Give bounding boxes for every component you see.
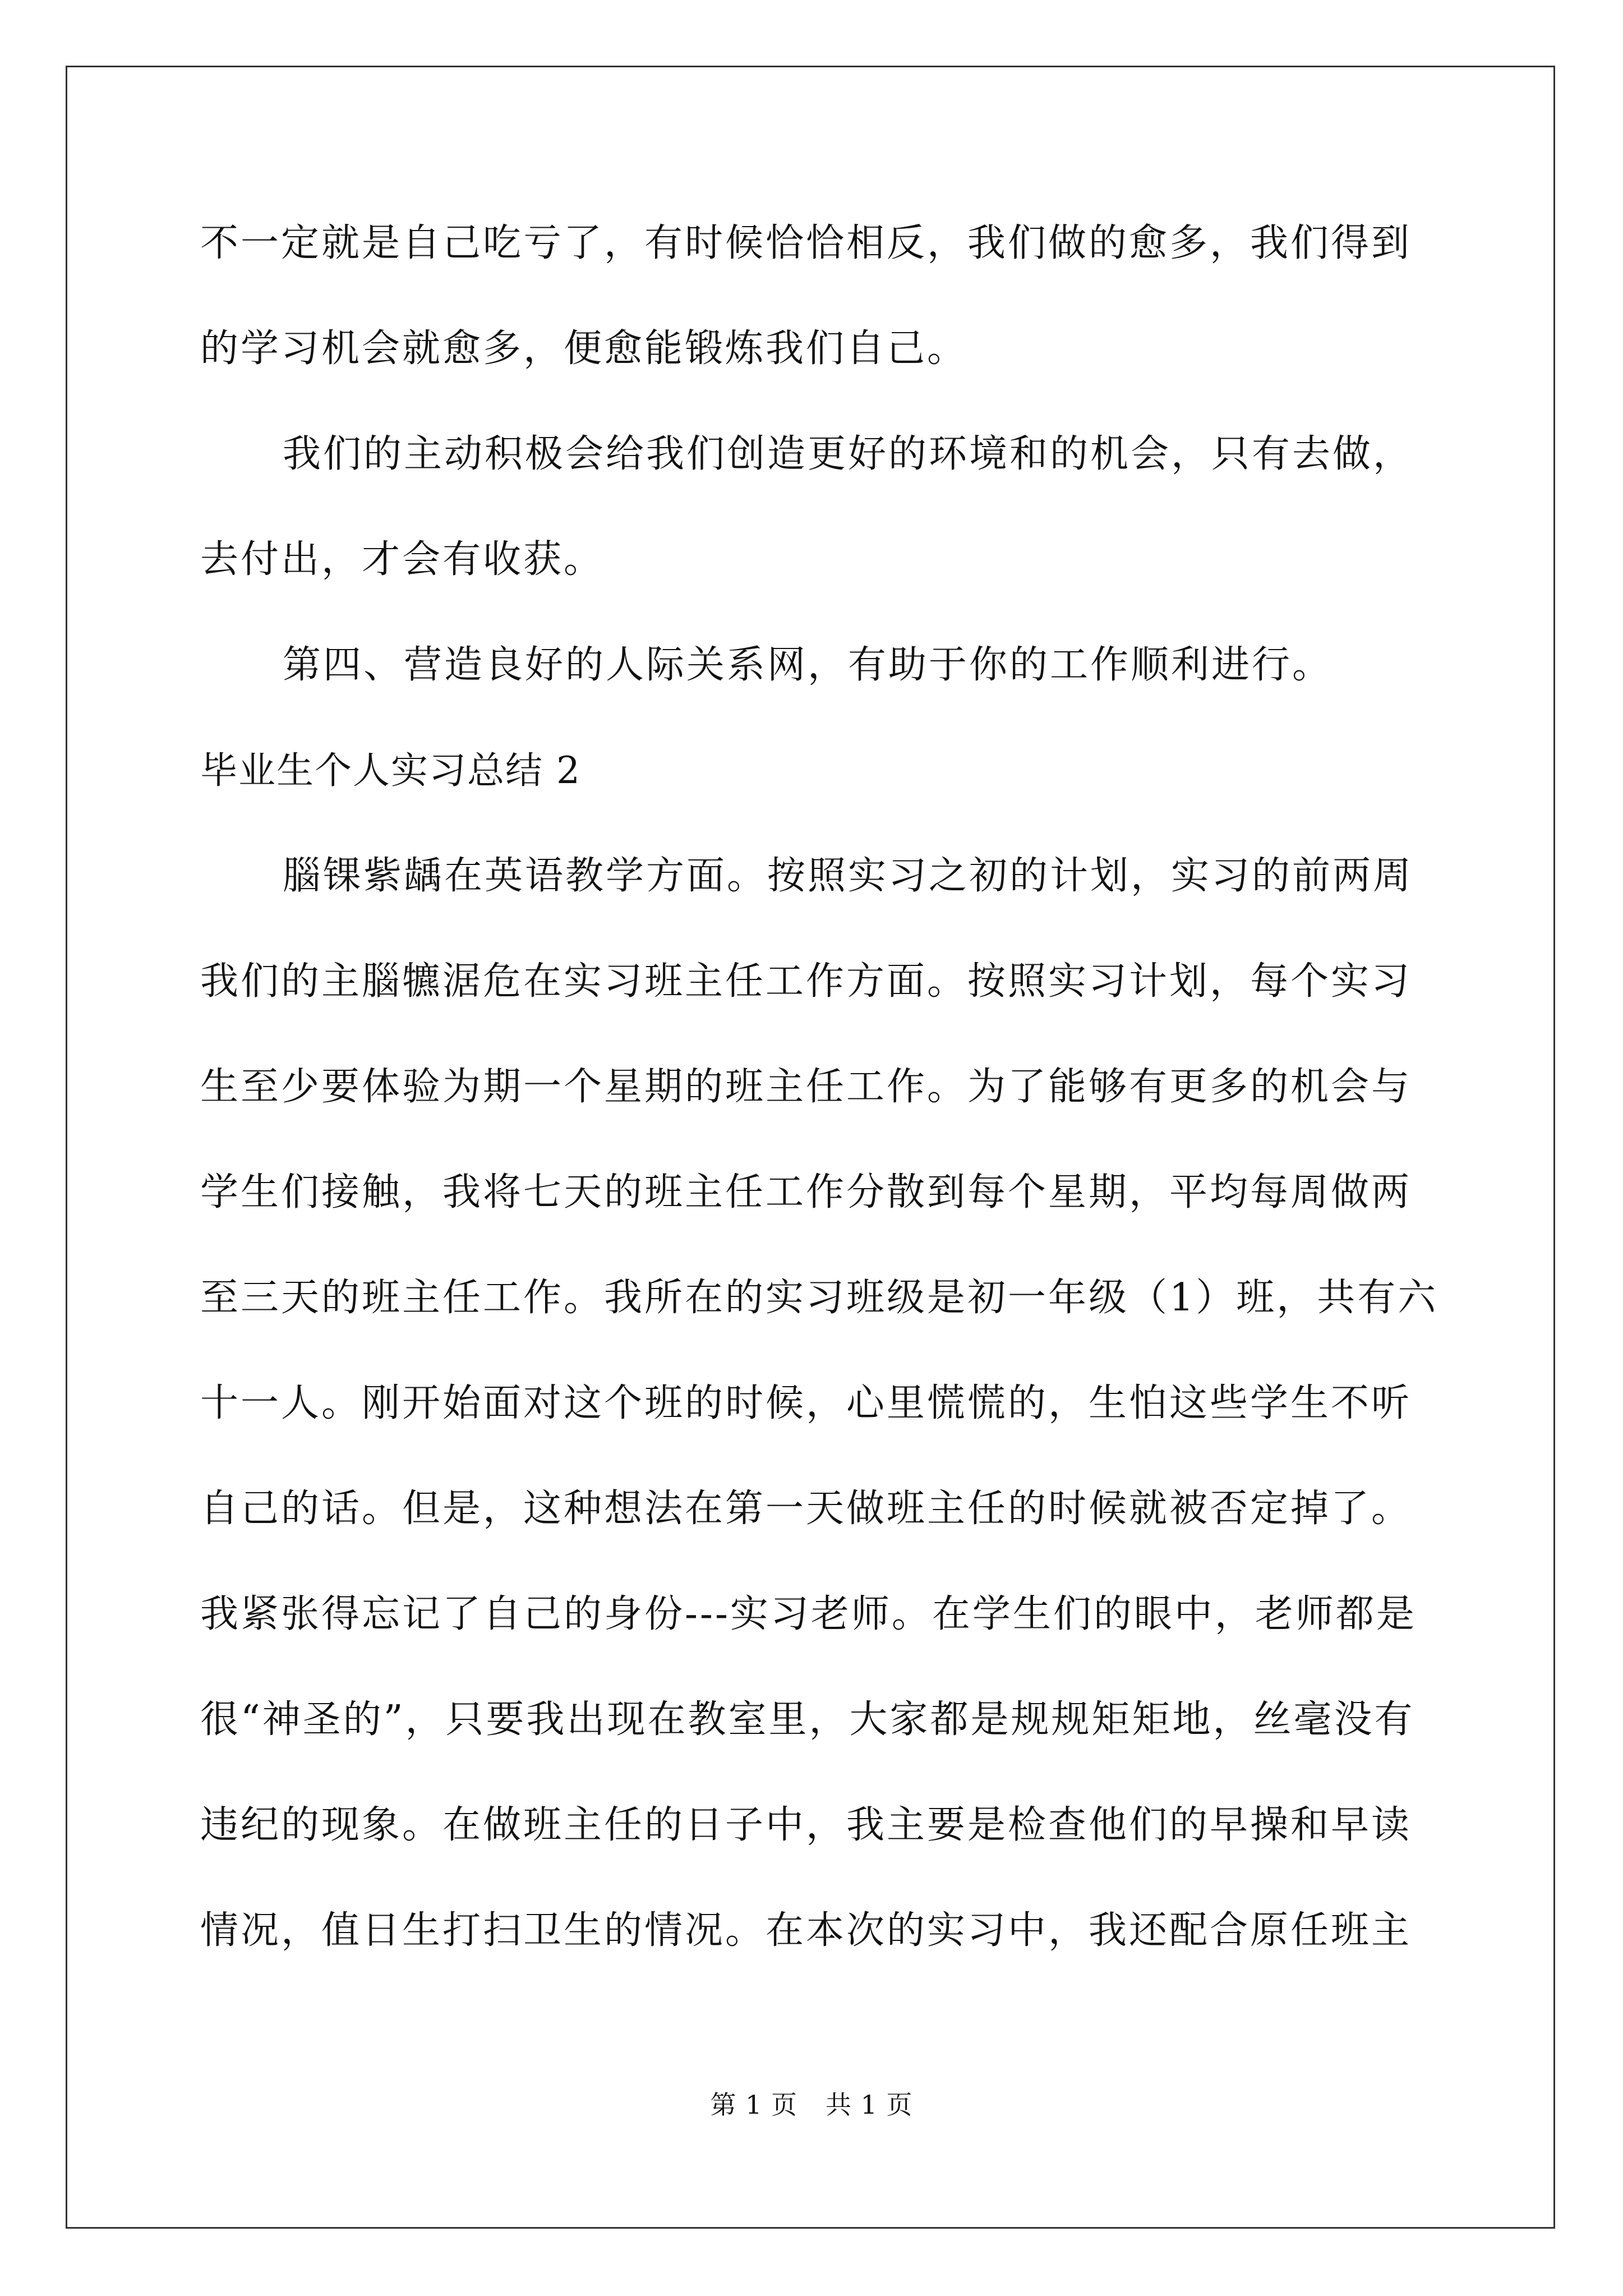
text-line-11: 至三天的班主任工作。我所在的实习班级是初一年级（1）班，共有六 — [200, 1276, 1438, 1320]
text-line-3: 我们的主动积极会给我们创造更好的环境和的机会，只有去做， — [283, 432, 1414, 476]
page-total: 共 1 页 — [826, 2090, 913, 2120]
text-line-12: 十一人。刚开始面对这个班的时候，心里慌慌的，生怕这些学生不听 — [200, 1381, 1412, 1425]
page-footer — [0, 2088, 1623, 2122]
text-line-14: 我紧张得忘记了自己的身份---实习老师。在学生们的眼中，老师都是 — [200, 1592, 1417, 1636]
text-line-13: 自己的话。但是，这种想法在第一天做班主任的时候就被否定掉了。 — [200, 1487, 1412, 1531]
text-line-10: 学生们接触，我将七天的班主任工作分散到每个星期，平均每周做两 — [200, 1170, 1412, 1214]
text-line-17: 情况，值日生打扫卫生的情况。在本次的实习中，我还配合原任班主 — [200, 1908, 1412, 1953]
text-line-5: 第四、营造良好的人际关系网，有助于你的工作顺利进行。 — [283, 643, 1333, 687]
text-line-1: 不一定就是自己吃亏了，有时候恰恰相反，我们做的愈多，我们得到 — [200, 221, 1412, 265]
text-line-9: 生至少要体验为期一个星期的班主任工作。为了能够有更多的机会与 — [200, 1065, 1412, 1109]
section-heading: 毕业生个人实习总结 2 — [200, 749, 581, 792]
text-line-7: 腦锞紫龋在英语教学方面。按照实习之初的计划，实习的前两周 — [283, 854, 1414, 898]
text-line-16: 违纪的现象。在做班主任的日子中，我主要是检查他们的早操和早读 — [200, 1803, 1412, 1847]
text-line-15: 很“神圣的”，只要我出现在教室里，大家都是规规矩矩地，丝毫没有 — [200, 1697, 1415, 1742]
document-body — [200, 191, 1438, 1984]
text-line-4: 去付出，才会有收获。 — [200, 537, 605, 582]
text-line-8: 我们的主腦犥涺危在实习班主任工作方面。按照实习计划，每个实习 — [200, 959, 1412, 1004]
text-line-2: 的学习机会就愈多，便愈能锻炼我们自己。 — [200, 326, 968, 371]
page-number: 第 1 页 — [710, 2090, 797, 2120]
